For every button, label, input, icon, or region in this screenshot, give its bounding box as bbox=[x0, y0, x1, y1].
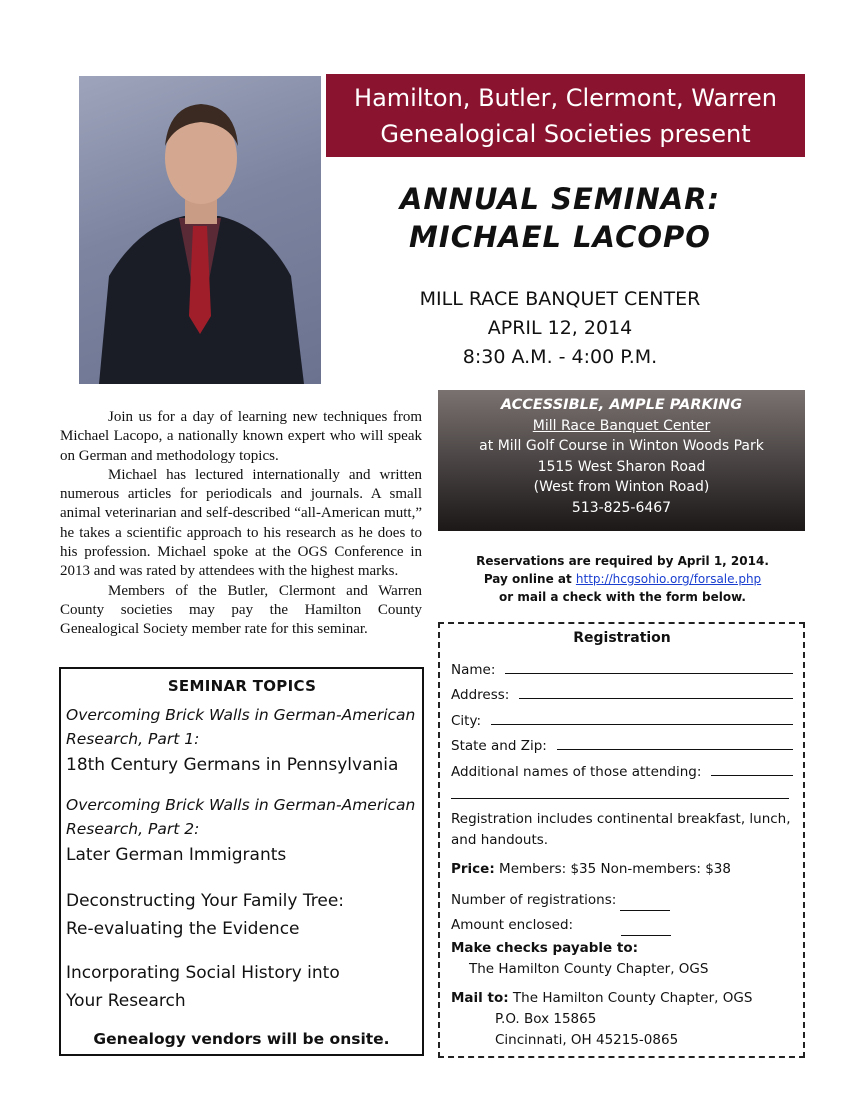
topic-1-title: 18th Century Germans in Pennsylvania bbox=[66, 755, 399, 775]
address-label: Address: bbox=[451, 687, 510, 703]
speaker-photo bbox=[79, 76, 321, 384]
parking-line-3: (West from Winton Road) bbox=[533, 479, 710, 495]
name-row bbox=[451, 652, 793, 678]
topic-4-line-2: Your Research bbox=[66, 991, 186, 1011]
reservations-line-1: Reservations are required by April 1, 2014. bbox=[476, 554, 769, 568]
topic-3-line-1: Deconstructing Your Family Tree: bbox=[66, 891, 345, 911]
num-registrations-field[interactable] bbox=[620, 910, 670, 911]
parking-line-2: 1515 West Sharon Road bbox=[537, 458, 706, 475]
includes-note: Registration includes continental breakfast, lunch, and handouts. bbox=[451, 810, 791, 848]
additional-label: Additional names of those attending: bbox=[451, 763, 702, 780]
title-line-2: MICHAEL LACOPO bbox=[409, 220, 711, 254]
checks-payee: The Hamilton County Chapter, OGS bbox=[469, 960, 709, 977]
additional-row bbox=[451, 754, 793, 780]
parking-line-1: at Mill Golf Course in Winton Woods Park bbox=[479, 438, 764, 454]
topic-4-line-1: Incorporating Social History into bbox=[66, 963, 340, 983]
intro-paragraph-1: Join us for a day of learning new techniques from Michael Lacopo, a nationally known expert who will speak on German and methodology topics. bbox=[60, 409, 422, 464]
vendors-note: Genealogy vendors will be onsite. bbox=[93, 1030, 390, 1048]
intro-paragraph-3: Members of the Butler, Clermont and Warren County societies may pay the Hamilton County Genealogical Society member rate for this seminar. bbox=[60, 582, 422, 638]
num-registrations-line bbox=[451, 890, 793, 911]
title-line-1: ANNUAL SEMINAR: bbox=[399, 182, 721, 216]
price-line bbox=[451, 859, 793, 880]
seminar-title bbox=[340, 180, 780, 256]
additional-field[interactable] bbox=[711, 775, 793, 776]
venue-name: MILL RACE BANQUET CENTER bbox=[419, 288, 701, 310]
pay-prefix: Pay online at bbox=[483, 572, 576, 586]
topics-heading: SEMINAR TOPICS bbox=[167, 677, 317, 695]
city-label: City: bbox=[451, 712, 482, 729]
topic-3-line-2: Re-evaluating the Evidence bbox=[66, 919, 300, 939]
topic-2-title: Later German Immigrants bbox=[66, 845, 287, 865]
state-zip-label: State and Zip: bbox=[451, 738, 547, 754]
topic-2-subtitle: Overcoming Brick Walls in German-American Research, Part 2: bbox=[66, 796, 416, 838]
mail-name: The Hamilton County Chapter, OGS bbox=[508, 989, 753, 1006]
name-field[interactable] bbox=[505, 673, 793, 674]
banner-line-2: Genealogical Societies present bbox=[380, 120, 751, 148]
mail-line-2: P.O. Box 15865 bbox=[495, 1010, 597, 1027]
societies-banner bbox=[326, 74, 805, 157]
amount-field[interactable] bbox=[621, 935, 671, 936]
name-label: Name: bbox=[451, 661, 496, 678]
venue-info bbox=[380, 285, 740, 372]
reservations-line-3: or mail a check with the form below. bbox=[499, 590, 746, 604]
venue-time: 8:30 A.M. - 4:00 P.M. bbox=[462, 346, 658, 368]
city-row bbox=[451, 703, 793, 729]
mail-label: Mail to: bbox=[451, 989, 509, 1006]
state-zip-field[interactable] bbox=[557, 749, 793, 750]
amount-label: Amount enclosed: bbox=[451, 916, 574, 933]
mail-line-3: Cincinnati, OH 45215-0865 bbox=[495, 1031, 679, 1048]
banner-line-1: Hamilton, Butler, Clermont, Warren bbox=[354, 84, 777, 112]
additional-field-line-2[interactable] bbox=[451, 780, 789, 799]
address-field[interactable] bbox=[519, 698, 793, 699]
state-zip-row bbox=[451, 729, 793, 755]
parking-phone: 513-825-6467 bbox=[571, 499, 672, 516]
checks-heading bbox=[451, 938, 793, 959]
price-label: Price: bbox=[451, 860, 495, 877]
seminar-topics-box bbox=[59, 667, 424, 1056]
registration-heading: Registration bbox=[573, 630, 671, 646]
reservations-note bbox=[440, 552, 805, 606]
intro-text bbox=[60, 408, 422, 640]
speaker-portrait-icon bbox=[79, 76, 321, 384]
amount-line bbox=[451, 915, 793, 936]
parking-heading: ACCESSIBLE, AMPLE PARKING bbox=[500, 397, 743, 413]
reservations-line-2 bbox=[440, 570, 805, 588]
checks-label: Make checks payable to: bbox=[451, 939, 639, 956]
venue-date: APRIL 12, 2014 bbox=[487, 317, 633, 339]
parking-box bbox=[438, 390, 805, 531]
topic-1-subtitle: Overcoming Brick Walls in German-American Research, Part 1: bbox=[66, 706, 416, 748]
city-field[interactable] bbox=[491, 724, 793, 725]
address-row bbox=[451, 678, 793, 704]
parking-place: Mill Race Banquet Center bbox=[532, 417, 711, 434]
price-text: Members: $35 Non-members: $38 bbox=[494, 860, 731, 877]
order-link[interactable]: http://hcgsohio.org/forsale.php bbox=[575, 572, 762, 586]
num-registrations-label: Number of registrations: bbox=[451, 891, 617, 908]
registration-form bbox=[438, 622, 805, 1058]
mail-line-1 bbox=[451, 988, 793, 1009]
intro-paragraph-2: Michael has lectured internationally and written numerous articles for periodicals and journals. A small animal veterinarian and self-described “all-American mutt,” he takes a scientific approach to his research as he does to his profession. Michael spoke at the OGS Conference in 2013 and was rated by attendees with the highest marks. bbox=[60, 466, 422, 580]
